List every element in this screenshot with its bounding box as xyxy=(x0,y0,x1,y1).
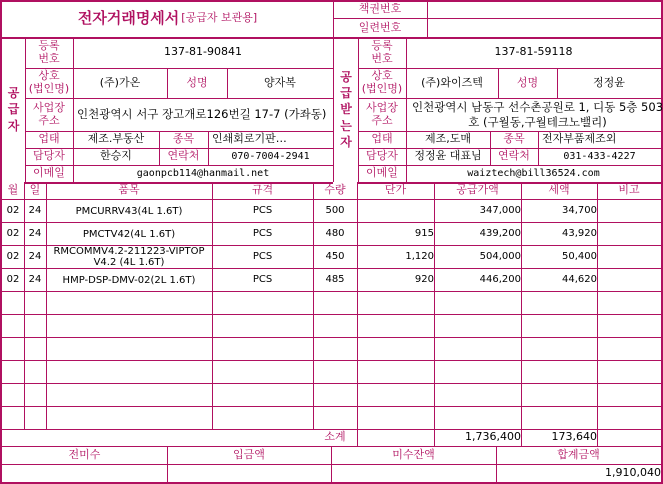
receiver-email-label: 이메일 xyxy=(366,166,398,180)
header-6: 공급가액 xyxy=(456,183,499,197)
receiver-side-label-line: 받 xyxy=(340,102,352,117)
supplier-reg-number: 137-81-90841 xyxy=(164,45,242,59)
header-3: 규격 xyxy=(251,183,274,197)
item-day: 24 xyxy=(28,205,42,217)
item-qty: 480 xyxy=(325,228,345,240)
total-label: 합계금액 xyxy=(557,447,600,461)
item-day: 24 xyxy=(28,274,42,286)
receiver-contact-label: 연락처 xyxy=(498,149,530,163)
item-note xyxy=(597,246,661,268)
item-tax: 34,700 xyxy=(562,205,597,217)
subtotal-supply: 1,736,400 xyxy=(465,430,521,444)
total-amount: 1,910,040 xyxy=(605,465,661,479)
item-qty: 485 xyxy=(325,274,345,286)
supplier-address-label xyxy=(25,98,73,131)
supplier-reg-label-line: 등록 xyxy=(38,38,60,52)
supplier-biz-type: 제조.부동산 xyxy=(87,132,145,146)
book-number-label: 책권번호 xyxy=(358,2,402,16)
grid-line xyxy=(2,291,661,292)
statement-title xyxy=(2,2,333,35)
subtotal-tax: 173,640 xyxy=(551,430,597,444)
receiver-bizitem-label: 종목 xyxy=(503,132,525,146)
supplier-name: 양자복 xyxy=(264,75,296,89)
item-name: RMCOMMV4.2-211223-VIPTOP V4.2 (4L 1.6T) xyxy=(53,246,205,268)
item-tax: 43,920 xyxy=(562,228,597,240)
grid-line xyxy=(2,314,661,315)
supplier-email-label: 이메일 xyxy=(33,166,65,180)
supplier-contact: 070-7004-2941 xyxy=(231,150,310,162)
receiver-company-label xyxy=(358,68,406,98)
supplier-reg-label-line: 번호 xyxy=(38,51,60,65)
grid-line xyxy=(357,429,358,446)
supplier-biztype-label: 업태 xyxy=(38,132,60,146)
receiver-address-label-line: 주소 xyxy=(371,113,393,127)
supplier-side-label-line: 공 xyxy=(7,86,20,101)
receiver-side-label-line: 공 xyxy=(340,70,352,85)
item-supply: 504,000 xyxy=(479,251,521,263)
receiver-reg-label xyxy=(358,37,406,68)
grid-line xyxy=(2,383,661,384)
paid-label: 입금액 xyxy=(233,447,265,461)
receiver-name-label: 성명 xyxy=(516,75,539,89)
receiver-company-label-line: (법인명) xyxy=(361,82,403,95)
header-2: 품목 xyxy=(118,183,140,197)
title-sub: [공급자 보관용] xyxy=(181,11,258,25)
item-spec: PCS xyxy=(252,274,273,286)
subtotal-label: 소계 xyxy=(324,430,346,444)
supplier-company-label xyxy=(25,68,73,98)
supplier-reg-label xyxy=(25,37,73,68)
supplier-bizitem-label: 종목 xyxy=(172,132,195,146)
item-tax: 50,400 xyxy=(562,251,597,263)
header-1: 일 xyxy=(29,183,41,197)
receiver-reg-number: 137-81-59118 xyxy=(494,45,573,59)
receiver-address: 인천광역시 남동구 선수촌공원로 1, 디동 5층 503호 (구월동,구월테크노밸리) xyxy=(411,99,663,129)
item-name: PMCURRV43(4L 1.6T) xyxy=(75,205,183,217)
supplier-side-label-line: 자 xyxy=(7,118,20,133)
supplier-address-label-line: 사업장 xyxy=(33,100,65,114)
header-0: 월 xyxy=(7,183,19,197)
item-month: 02 xyxy=(6,205,20,217)
supplier-contact-label: 연락처 xyxy=(167,149,200,163)
receiver-contact: 031-433-4227 xyxy=(563,150,636,162)
item-name: HMP-DSP-DMV-02(2L 1.6T) xyxy=(62,274,196,286)
item-note xyxy=(597,200,661,222)
receiver-side-label-line: 자 xyxy=(340,134,352,149)
item-supply: 347,000 xyxy=(479,205,521,217)
item-day: 24 xyxy=(28,228,42,240)
receiver-reg-label-line: 번호 xyxy=(371,51,393,65)
item-unit: 920 xyxy=(414,274,434,286)
supplier-side-label xyxy=(2,37,25,182)
receiver-biz-item: 전자부품제조외 xyxy=(542,132,617,146)
grid-line xyxy=(2,360,661,361)
receiver-reg-label-line: 등록 xyxy=(371,38,393,52)
header-5: 단가 xyxy=(384,183,407,197)
receiver-address-label xyxy=(358,98,406,131)
header-4: 수량 xyxy=(324,183,346,197)
item-month: 02 xyxy=(6,228,20,240)
grid-line xyxy=(2,337,661,338)
receiver-company-label-line: 상호 xyxy=(371,69,393,83)
item-name: PMCTV42(4L 1.6T) xyxy=(82,228,176,240)
item-qty: 450 xyxy=(325,251,345,263)
item-qty: 500 xyxy=(325,205,345,217)
receiver-side-label-line: 급 xyxy=(340,86,352,101)
receiver-biz-type: 제조,도매 xyxy=(424,132,471,146)
supplier-company-label-line: 상호 xyxy=(38,69,60,83)
receiver-side-label-line: 는 xyxy=(340,118,352,133)
item-spec: PCS xyxy=(252,205,273,217)
grid-line xyxy=(2,406,661,407)
unpaid-balance-label: 미수잔액 xyxy=(392,447,435,461)
receiver-manager: 정정윤 대표님 xyxy=(414,149,482,163)
receiver-biztype-label: 업태 xyxy=(371,132,393,146)
header-8: 비고 xyxy=(618,183,640,197)
receiver-email: waiztech@bill36524.com xyxy=(467,167,600,179)
supplier-manager-label: 담당자 xyxy=(33,149,65,163)
item-supply: 446,200 xyxy=(479,274,521,286)
supplier-company-name: (주)가온 xyxy=(99,75,141,89)
receiver-manager-label: 담당자 xyxy=(366,149,398,163)
serial-number-label: 일련번호 xyxy=(358,20,402,34)
supplier-email: gaonpcb114@hanmail.net xyxy=(136,167,270,179)
receiver-company-name: (주)와이즈텍 xyxy=(421,75,483,89)
prev-unpaid-label: 전미수 xyxy=(68,447,101,461)
supplier-address: 인천광역시 서구 장고개로126번길 17-7 (가좌동) xyxy=(77,107,327,121)
title-main: 전자거래명세서 xyxy=(77,8,180,27)
receiver-side-label xyxy=(334,37,358,182)
supplier-biz-item: 인쇄회로기판… xyxy=(212,132,287,146)
item-month: 02 xyxy=(6,274,20,286)
receiver-name: 정정윤 xyxy=(593,75,625,89)
supplier-side-label-line: 급 xyxy=(7,102,20,117)
item-unit: 915 xyxy=(414,228,434,240)
item-note xyxy=(597,269,661,291)
supplier-company-label-line: (법인명) xyxy=(28,82,70,95)
item-spec: PCS xyxy=(252,228,273,240)
item-spec: PCS xyxy=(252,251,273,263)
item-supply: 439,200 xyxy=(479,228,521,240)
item-note xyxy=(597,223,661,245)
grid-line xyxy=(427,0,428,37)
header-7: 세액 xyxy=(548,183,570,197)
supplier-name-label: 성명 xyxy=(186,75,208,89)
item-unit: 1,120 xyxy=(405,251,434,263)
item-day: 24 xyxy=(28,251,42,263)
item-unit xyxy=(357,200,438,222)
item-month: 02 xyxy=(6,251,20,263)
supplier-address-label-line: 주소 xyxy=(38,113,60,127)
receiver-address-label-line: 사업장 xyxy=(366,100,398,114)
supplier-manager: 한승지 xyxy=(100,149,132,163)
item-tax: 44,620 xyxy=(562,274,597,286)
